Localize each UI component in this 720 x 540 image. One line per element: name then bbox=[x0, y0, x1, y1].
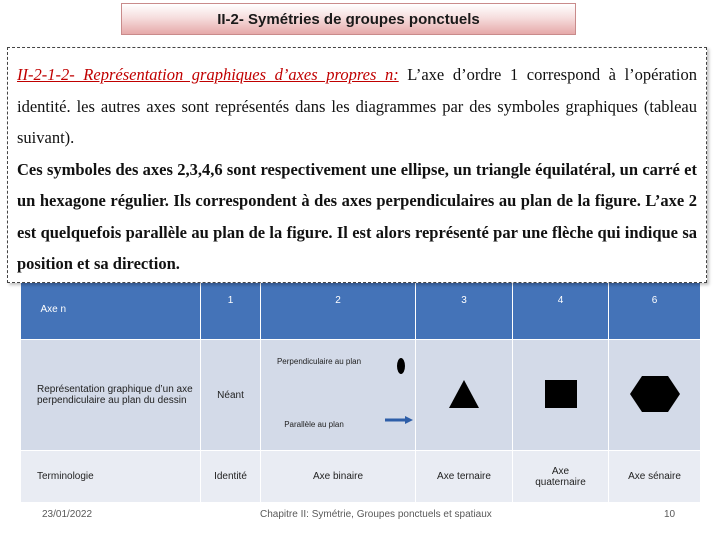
section-heading: II-2-1-2- Représentation graphiques d’axes propres n: bbox=[17, 65, 399, 84]
header-axe-n: Axe n bbox=[21, 279, 201, 340]
representation-label: Représentation graphique d’un axe perpendiculaire au plan du dessin bbox=[21, 340, 201, 451]
terminology-axis-4: Axe quaternaire bbox=[513, 451, 609, 503]
paragraph-2: Ces symboles des axes 2,3,4,6 sont respectivement une ellipse, un triangle équilatéral, un carré et un hexagone régulier. Ils correspondent à des axes perpendiculaires au plan de la figure. L’axe 2 est quelquefois parallèle au plan de la figure. Il est alors représenté par une flèche qui indique sa position et sa direction. bbox=[17, 159, 697, 273]
terminology-axis-1: Identité bbox=[201, 451, 261, 503]
terminology-axis-6: Axe sénaire bbox=[609, 451, 701, 503]
hexagon-icon bbox=[630, 376, 680, 412]
explanation-text-box bbox=[7, 47, 707, 283]
arrow-icon bbox=[385, 415, 415, 425]
paragraph-1 bbox=[17, 59, 697, 154]
terminology-axis-3: Axe ternaire bbox=[416, 451, 513, 503]
header-axis-1: 1 bbox=[201, 279, 261, 340]
header-axis-4: 4 bbox=[513, 279, 609, 340]
axis-4-representation bbox=[513, 340, 609, 451]
axis-3-representation bbox=[416, 340, 513, 451]
header-axis-6: 6 bbox=[609, 279, 701, 340]
table-header-row bbox=[21, 279, 701, 340]
terminology-label: Terminologie bbox=[21, 451, 201, 503]
header-axis-3: 3 bbox=[416, 279, 513, 340]
footer-chapter: Chapitre II: Symétrie, Groupes ponctuels et spatiaux bbox=[260, 509, 492, 520]
axis-6-representation bbox=[609, 340, 701, 451]
square-icon bbox=[545, 380, 577, 408]
axis-1-none: Néant bbox=[201, 340, 261, 451]
axis-2-parallel-label: Parallèle au plan bbox=[284, 420, 344, 429]
axis-symbols-table bbox=[20, 279, 701, 503]
paragraph-1-text: L’axe d’ordre 1 correspond à l’opération identité. les autres axes sont représentés dans les diagrammes par des symboles graphiques (tableau suivant). bbox=[17, 65, 697, 147]
footer-date: 23/01/2022 bbox=[42, 509, 93, 520]
header-axis-2: 2 bbox=[261, 279, 416, 340]
axis-2-perpendicular-label: Perpendiculaire au plan bbox=[276, 357, 362, 366]
slide-title: II-2- Symétries de groupes ponctuels bbox=[121, 3, 576, 35]
axis-2-representation bbox=[261, 340, 416, 451]
ellipse-icon bbox=[397, 358, 405, 374]
footer-page-number: 10 bbox=[664, 509, 676, 520]
table-row-representation bbox=[21, 340, 701, 451]
triangle-icon bbox=[448, 379, 480, 409]
terminology-axis-2: Axe binaire bbox=[261, 451, 416, 503]
table-row-terminology bbox=[21, 451, 701, 503]
